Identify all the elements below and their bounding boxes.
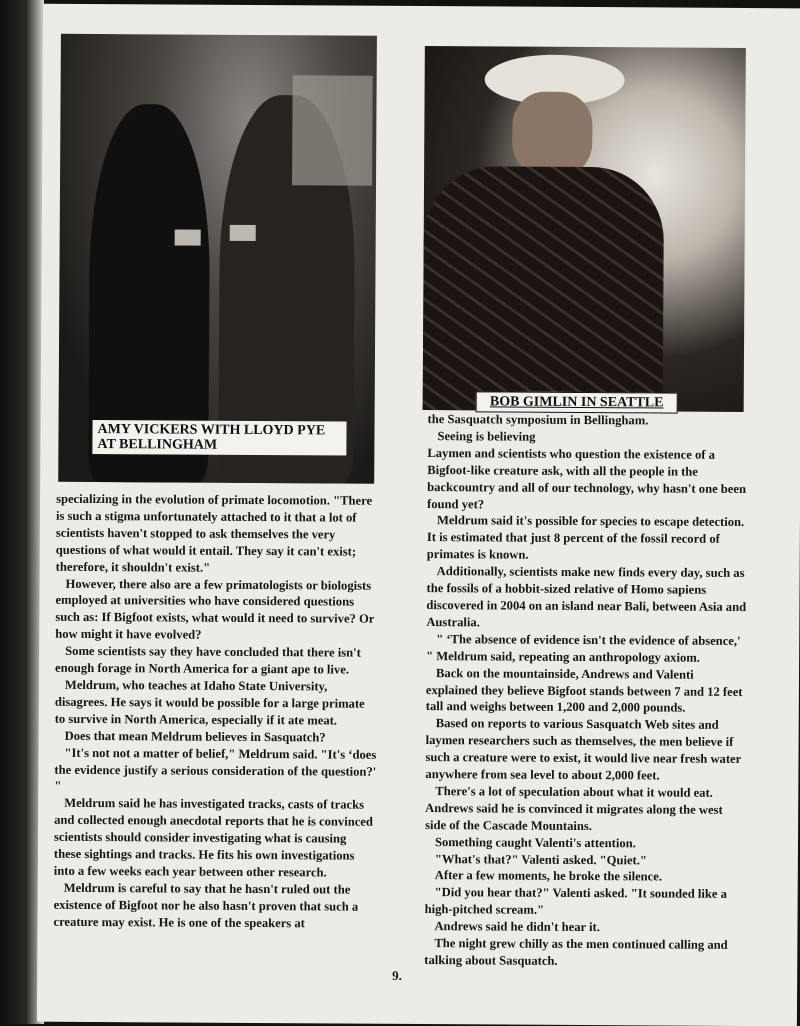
- name-badge: [230, 225, 256, 241]
- page-number: 9.: [392, 967, 402, 983]
- paragraph: Andrews said he didn't hear it.: [434, 919, 600, 935]
- paragraph: Meldrum is careful to say that he hasn't ruled out the existence of Bigfoot nor he also hasn't proven that such a creature may exist. He is one of the speakers at: [53, 880, 359, 930]
- paragraph: Some scientists say they have concluded that there isn't enough forage in North America for a giant ape to live.: [55, 643, 361, 677]
- paragraph: the Sasquatch symposium in Bellingham.: [427, 412, 649, 428]
- paragraph: There's a lot of speculation about what it would eat. Andrews said he is convinced it migrates along the west side of the Cascade Mountains.: [425, 784, 723, 833]
- magazine-page: [37, 4, 800, 1026]
- article-column-left: [53, 491, 378, 933]
- plaid-shirt: [423, 166, 664, 411]
- paragraph: Does that mean Meldrum believes in Sasquatch?: [64, 728, 326, 745]
- paragraph: " ‘The absence of evidence isn't the evidence of absence,' " Meldrum said, repeating an anthropology axiom.: [426, 631, 741, 665]
- paragraph: The night grew chilly as the men continued calling and talking about Sasquatch.: [424, 936, 728, 968]
- photo-caption-left: AMY VICKERS WITH LLOYD PYE AT BELLINGHAM: [92, 420, 346, 456]
- paragraph: Meldrum said he has investigated tracks, casts of tracks and collected enough anecdotal reports that he is convinced scientists should consider investigating what is causing these sightings and tracks. He fits his own investigations into a few weeks each year between other research.: [53, 796, 373, 880]
- paragraph: Meldrum said it's possible for species to escape detection. It is estimated that just 8 percent of the fossil record of primates is known.: [426, 513, 745, 562]
- paragraph: After a few moments, he broke the silence.: [434, 868, 663, 884]
- paragraph: Something caught Valenti's attention.: [434, 834, 636, 850]
- paragraph: "It's not not a matter of belief," Meldrum said. "It's ‘does the evidence justify a serious consideration of the question?' ": [54, 745, 377, 794]
- paragraph: However, there also are a few primatologists or biologists employed at universities who have considered questions such as: If Bigfoot exists, what would it need to survive? Or how might it have evolved?: [55, 576, 375, 642]
- paragraph: Meldrum, who teaches at Idaho State University, disagrees. He says it would be possible for a large primate to survive in North America, especially if it ate meat.: [54, 677, 365, 728]
- paragraph: Additionally, scientists make new finds every day, such as the fossils of a hobbit-sized relative of Homo sapiens discovered in 2004 on an island near Bali, between Asia and Australia.: [426, 564, 747, 630]
- photo-amy-vickers-lloyd-pye: [58, 34, 377, 484]
- name-badge: [175, 229, 201, 245]
- paragraph: specializing in the evolution of primate locomotion. "There is such a stigma unfortunately attached to it that a lot of scientists haven't stopped to ask themselves the very questions of what would it entail. They say it can't exist; therefore, it shouldn't exist.": [55, 491, 373, 575]
- photo-bob-gimlin: [423, 46, 746, 412]
- face: [512, 92, 593, 177]
- subheading: Seeing is believing: [437, 429, 536, 444]
- paragraph: Back on the mountainside, Andrews and Valenti explained they believe Bigfoot stands between 7 and 12 feet tall and weighs between 1,200 and 2,000 pounds.: [425, 665, 743, 716]
- paragraph: "What's that?" Valenti asked. "Quiet.": [434, 851, 647, 867]
- photo-caption-right: BOB GIMLIN IN SEATTLE: [476, 391, 678, 413]
- paragraph: Laymen and scientists who question the existence of a Bigfoot-like creature ask, with all the people in the backcountry and all of our technology, why hasn't one been found yet?: [427, 445, 747, 511]
- article-column-right: [424, 411, 747, 971]
- paragraph: Based on reports to various Sasquatch Web sites and laymen researchers such as themselves, the men believe if such a creature were to exist, it would live near fresh water anywhere from sea level to about 2,000 feet.: [425, 716, 742, 783]
- paragraph: "Did you hear that?" Valenti asked. "It sounded like a high-pitched scream.": [424, 885, 728, 918]
